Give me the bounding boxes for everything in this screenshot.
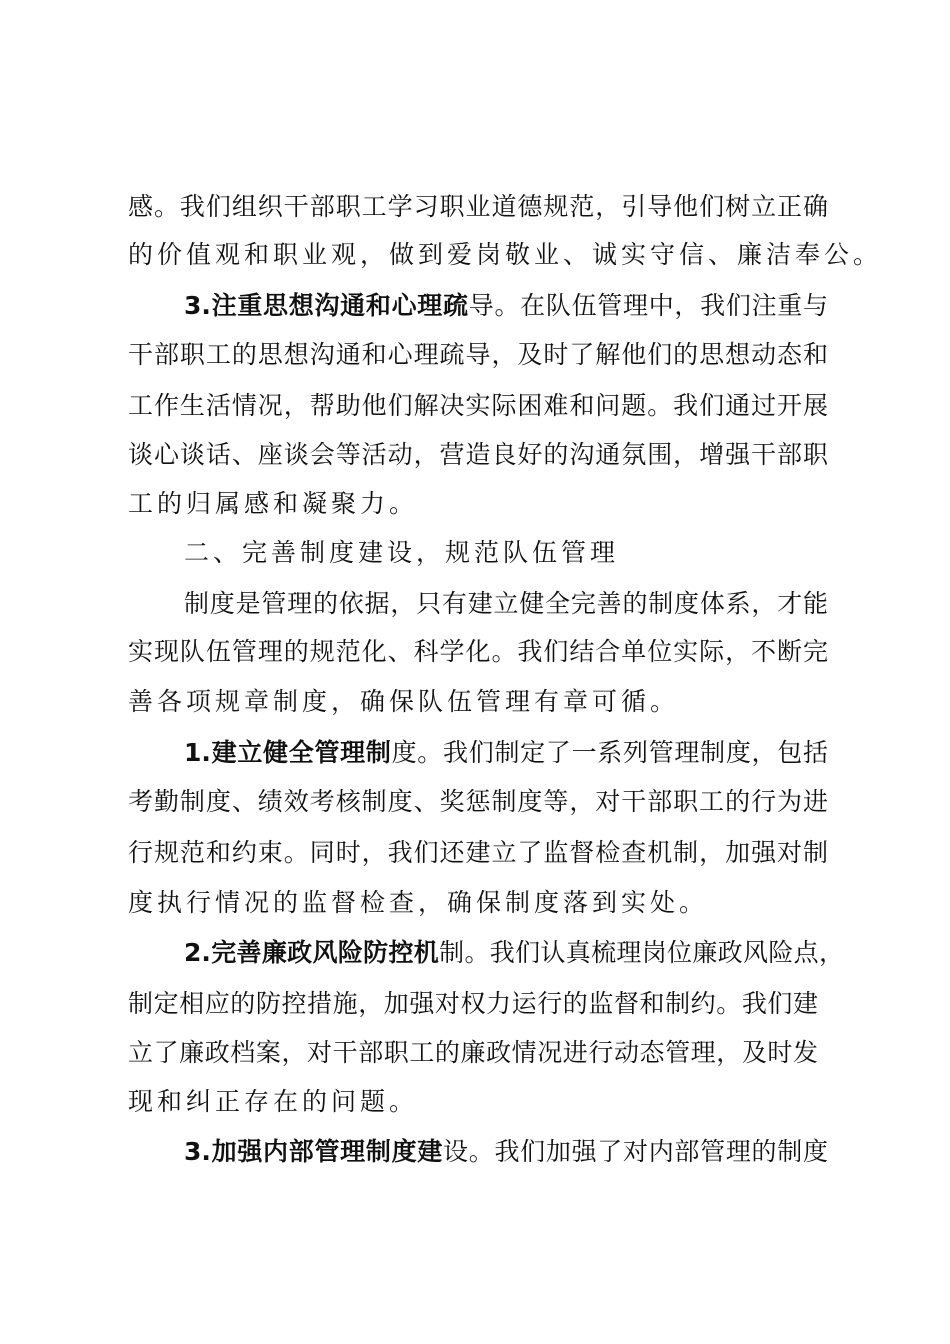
paragraph-line [128,984,818,1024]
subsection-2-first-line [184,933,844,973]
subsection-1-first-line [184,733,828,773]
line-text: 度执行情况的监督检查，确保制度落到实处。 [128,888,709,917]
paragraph-line [128,335,828,375]
line-text: 善各项规章制度，确保队伍管理有章可循。 [128,687,680,716]
line-text: 感。我们组织干部职工学习职业道德规范，引导他们树立正确 [128,192,828,221]
paragraph-line [128,833,828,873]
line-text: 干部职工的思想沟通和心理疏导，及时了解他们的思想动态和 [128,340,828,369]
subsection-3-first-line [184,1132,828,1172]
section-heading [184,533,828,573]
subsection-title-bold: 1.建立健全管理制 [184,738,392,767]
section-heading-text: 二、完善制度建设，规范队伍管理 [184,538,620,567]
paragraph-first-line [184,584,828,624]
line-text: 现和纠正存在的问题。 [128,1087,419,1116]
line-text: 工的归属感和凝聚力。 [128,489,419,518]
line-text: 度。我们制定了一系列管理制度，包括 [391,738,828,767]
line-text: 设。我们加强了对内部管理的制度 [443,1137,828,1166]
line-text: 工作生活情况，帮助他们解决实际困难和问题。我们通过开展 [128,391,828,420]
line-text: 行规范和约束。同时，我们还建立了监督检查机制，加强对制 [128,838,828,867]
line-text: 制度是管理的依据，只有建立健全完善的制度体系，才能 [184,589,828,618]
line-text: 的价值观和职业观，做到爱岗敬业、诚实守信、廉洁奉公。 [128,240,883,269]
line-text: 考勤制度、绩效考核制度、奖惩制度等，对干部职工的行为进 [128,787,828,816]
subsection-title-bold: 3.加强内部管理制度建 [184,1137,444,1166]
paragraph-line [128,682,828,722]
line-text: 制定相应的防控措施，加强对权力运行的监督和制约。我们建 [128,989,818,1018]
subsection-3-first-line [184,286,828,326]
paragraph-line [128,782,828,822]
subsection-title-bold: 3.注重思想沟通和心理疏 [184,291,469,320]
paragraph-line [128,484,828,524]
paragraph-line [128,386,828,426]
line-text: 立了廉政档案，对干部职工的廉政情况进行动态管理，及时发 [128,1038,818,1067]
paragraph-line [128,1033,818,1073]
paragraph-line [128,435,828,475]
paragraph-line [128,1082,828,1122]
paragraph-line [128,632,828,672]
paragraph-line [128,235,883,275]
subsection-title-bold: 2.完善廉政风险防控机 [184,938,440,967]
line-text: 导。在队伍管理中，我们注重与 [468,291,828,320]
line-text: 制。我们认真梳理岗位廉政风险点， [439,938,844,967]
paragraph-line [128,883,828,923]
line-text: 实现队伍管理的规范化、科学化。我们结合单位实际，不断完 [128,637,828,666]
line-text: 谈心谈话、座谈会等活动，营造良好的沟通氛围，增强干部职 [128,440,828,469]
paragraph-line [128,187,828,227]
